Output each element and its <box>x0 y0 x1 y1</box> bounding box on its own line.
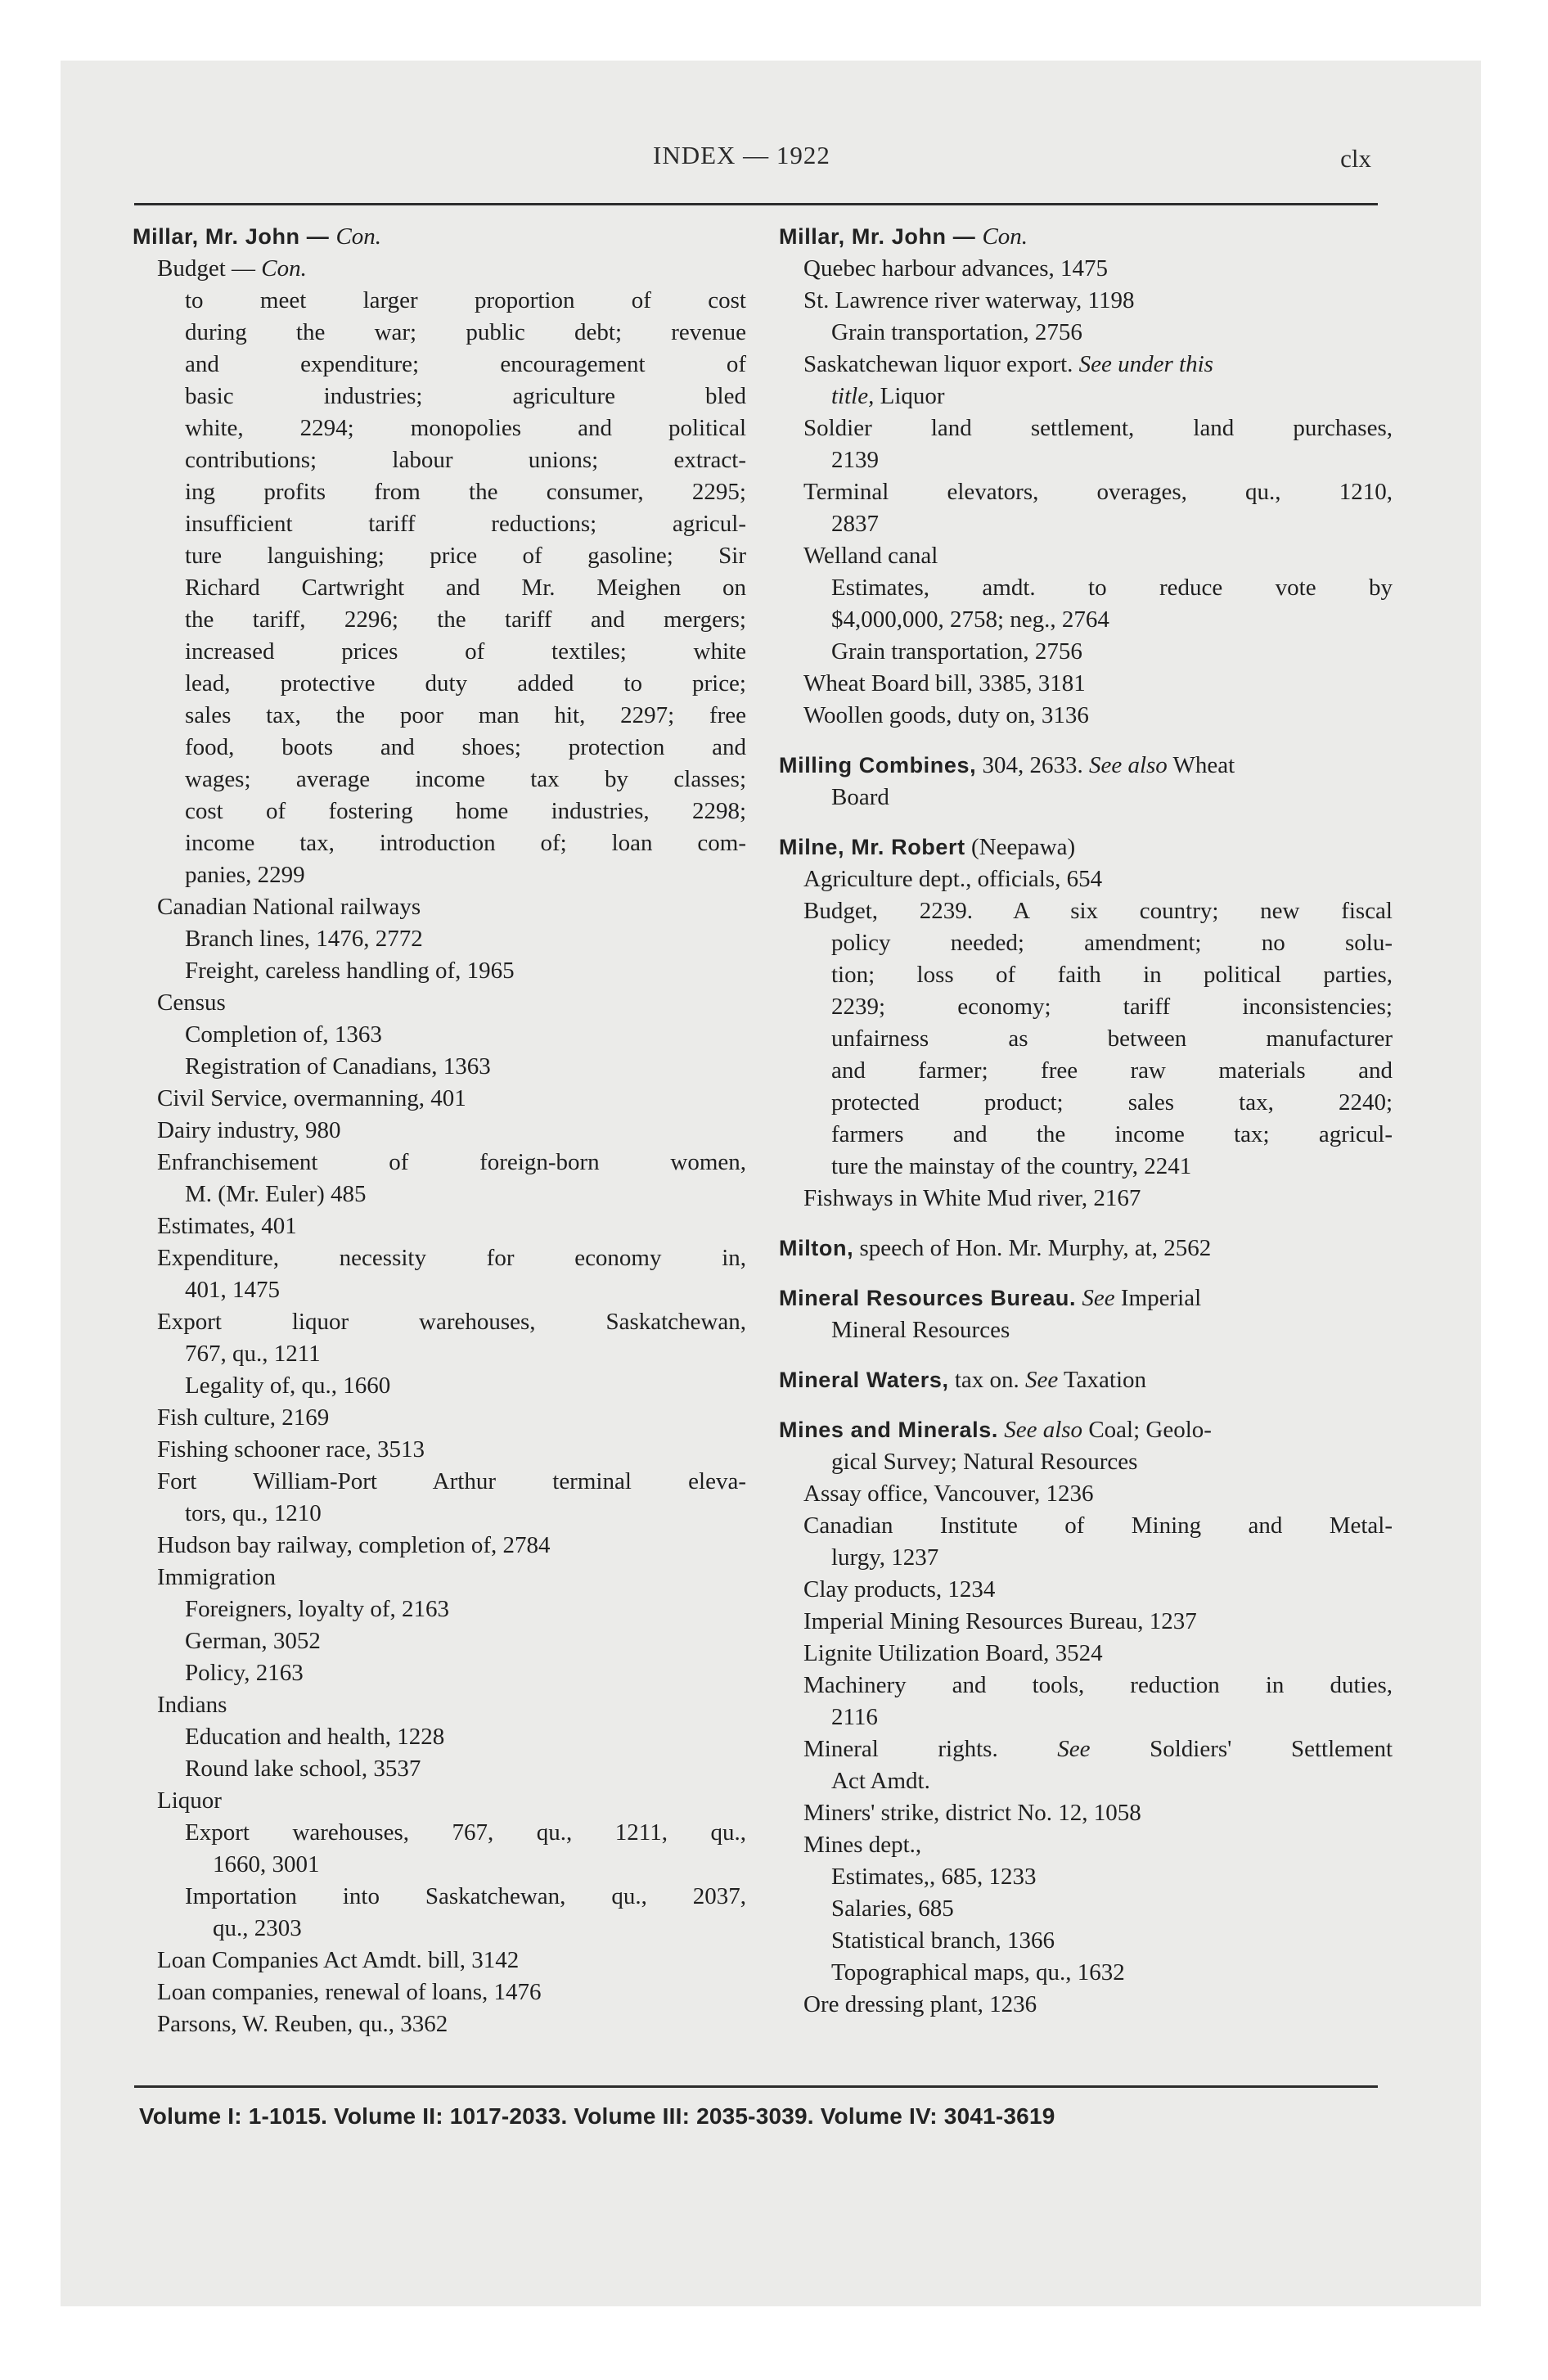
entry-text: Imperial Mining Resources Bureau, 1237 <box>803 1608 1197 1634</box>
index-heading <box>779 221 1393 253</box>
entry-text: lurgy, 1237 <box>831 1544 939 1571</box>
entry-text: Ore dressing plant, 1236 <box>803 1991 1037 2017</box>
header-rule <box>134 203 1378 205</box>
entry-text: 2837 <box>831 511 879 537</box>
index-heading <box>133 221 746 253</box>
entry-text: Fishways in White Mud river, 2167 <box>803 1185 1141 1211</box>
index-entry <box>133 955 746 987</box>
index-entry <box>133 381 746 412</box>
entry-text: ture languishing; price of gasoline; Sir <box>185 543 746 569</box>
index-entry <box>779 1314 1393 1346</box>
index-entry <box>779 317 1393 349</box>
index-heading <box>779 1282 1393 1314</box>
entry-text: panies, 2299 <box>185 862 305 888</box>
index-entry <box>133 1466 746 1498</box>
entry-text: increased prices of textiles; white <box>185 638 746 665</box>
index-entry <box>133 1434 746 1466</box>
index-entry <box>779 1119 1393 1151</box>
index-entry <box>779 1638 1393 1670</box>
entry-text: Machinery and tools, reduction in duties, <box>803 1672 1393 1698</box>
entry-text: Canadian National railways <box>157 894 421 920</box>
entry-italic-text: See also <box>1004 1417 1083 1443</box>
index-entry <box>133 285 746 317</box>
entry-text: and expenditure; encouragement of <box>185 351 746 377</box>
entry-text: Saskatchewan liquor export. <box>803 351 1079 377</box>
index-entry <box>779 1151 1393 1183</box>
entry-text: Branch lines, 1476, 2772 <box>185 926 423 952</box>
entry-text: ture the mainstay of the country, 2241 <box>831 1153 1192 1179</box>
index-entry <box>133 1338 746 1370</box>
index-entry <box>779 1829 1393 1861</box>
entry-text: Registration of Canadians, 1363 <box>185 1053 491 1080</box>
entry-text: food, boots and shoes; protection and <box>185 734 746 760</box>
index-heading <box>779 1414 1393 1446</box>
index-entry <box>779 959 1393 991</box>
entry-text: Fishing schooner race, 3513 <box>157 1436 425 1463</box>
index-entry <box>779 1542 1393 1574</box>
index-entry <box>779 668 1393 700</box>
index-entry <box>133 1147 746 1179</box>
entry-text: Grain transportation, 2756 <box>831 638 1082 665</box>
index-entry <box>779 1702 1393 1733</box>
entry-text: Coal; Geolo- <box>1082 1417 1212 1443</box>
index-entry <box>133 764 746 796</box>
entry-text: cost of fostering home industries, 2298; <box>185 798 746 824</box>
entry-text: Mines and Minerals. <box>779 1418 998 1442</box>
index-entry <box>133 1274 746 1306</box>
entry-italic-text: See also <box>1088 752 1168 778</box>
entry-text: tax on. <box>948 1367 1025 1393</box>
entry-text: Enfranchisement of foreign-born women, <box>157 1149 746 1175</box>
index-entry <box>133 2008 746 2040</box>
right-column <box>779 221 1393 2021</box>
entry-text: Imperial <box>1114 1285 1202 1311</box>
entry-text: sales tax, the poor man hit, 2297; free <box>185 702 746 728</box>
index-entry <box>133 859 746 891</box>
entry-text: Mines dept., <box>803 1832 922 1858</box>
index-entry <box>133 1881 746 1913</box>
entry-text: Miners' strike, district No. 12, 1058 <box>803 1800 1141 1826</box>
index-entry <box>133 412 746 444</box>
entry-text: (Neepawa) <box>965 834 1076 860</box>
entry-text: Parsons, W. Reuben, qu., 3362 <box>157 2011 448 2037</box>
index-entry <box>779 572 1393 604</box>
footer-rule <box>134 2085 1378 2088</box>
index-entry <box>133 1593 746 1625</box>
entry-text: Milne, Mr. Robert <box>779 835 965 859</box>
entry-text: qu., 2303 <box>213 1915 302 1941</box>
entry-text: Loan companies, renewal of loans, 1476 <box>157 1979 542 2005</box>
entry-text: Immigration <box>157 1564 276 1590</box>
entry-text: Welland canal <box>803 543 938 569</box>
entry-italic-text: See <box>1082 1285 1115 1311</box>
entry-text: Export warehouses, 767, qu., 1211, qu., <box>185 1819 746 1846</box>
index-entry <box>133 1785 746 1817</box>
left-column <box>133 221 746 2040</box>
index-entry <box>779 1478 1393 1510</box>
index-entry <box>133 987 746 1019</box>
index-entry <box>779 782 1393 814</box>
entry-text: Milling Combines, <box>779 753 977 778</box>
index-entry <box>133 1753 746 1785</box>
entry-text: the tariff, 2296; the tariff and mergers; <box>185 606 746 633</box>
index-entry <box>779 927 1393 959</box>
index-entry <box>133 1402 746 1434</box>
entry-text: Importation into Saskatchewan, qu., 2037, <box>185 1883 746 1909</box>
entry-text: to meet larger proportion of cost <box>185 287 746 313</box>
index-entry <box>133 349 746 381</box>
entry-text: 1660, 3001 <box>213 1851 320 1877</box>
entry-text: Indians <box>157 1692 227 1718</box>
entry-italic-text: See <box>1057 1736 1091 1762</box>
entry-text: Completion of, 1363 <box>185 1021 382 1048</box>
index-entry <box>133 923 746 955</box>
index-entry <box>133 1562 746 1593</box>
index-heading <box>779 1364 1393 1396</box>
entry-text: Round lake school, 3537 <box>185 1756 421 1782</box>
index-entry <box>133 1210 746 1242</box>
entry-text: Mineral rights. <box>803 1736 1058 1762</box>
entry-text: M. (Mr. Euler) 485 <box>185 1181 367 1207</box>
volume-footer: Volume I: 1-1015. Volume II: 1017-2033. Volume III: 2035-3039. Volume IV: 3041-3619 <box>139 2103 1055 2129</box>
entry-text: tion; loss of faith in political parties, <box>831 962 1393 988</box>
entry-text: Export liquor warehouses, Saskatchewan, <box>157 1309 746 1335</box>
index-entry <box>779 1925 1393 1957</box>
index-entry <box>779 253 1393 285</box>
entry-text: St. Lawrence river waterway, 1198 <box>803 287 1135 313</box>
entry-text: Statistical branch, 1366 <box>831 1927 1055 1954</box>
index-entry <box>133 1179 746 1210</box>
entry-text: Agriculture dept., officials, 654 <box>803 866 1103 892</box>
index-entry <box>133 1019 746 1051</box>
index-entry <box>133 317 746 349</box>
index-entry <box>779 1861 1393 1893</box>
index-entry <box>133 1657 746 1689</box>
index-entry <box>133 253 746 285</box>
entry-italic-text: See <box>1025 1367 1059 1393</box>
entry-text: Act Amdt. <box>831 1768 930 1794</box>
index-heading <box>779 832 1393 863</box>
entry-text: Mineral Waters, <box>779 1368 949 1392</box>
entry-text: Policy, 2163 <box>185 1660 304 1686</box>
index-entry <box>779 1606 1393 1638</box>
entry-text: Foreigners, loyalty of, 2163 <box>185 1596 449 1622</box>
entry-text: Richard Cartwright and Mr. Meighen on <box>185 575 746 601</box>
index-entry <box>133 604 746 636</box>
entry-text: Budget — <box>157 255 262 282</box>
entry-text: Millar, Mr. John — <box>779 224 983 249</box>
entry-text: Hudson bay railway, completion of, 2784 <box>157 1532 551 1558</box>
index-entry <box>133 891 746 923</box>
entry-text: Clay products, 1234 <box>803 1576 996 1602</box>
entry-text: Fort William-Port Arthur terminal eleva- <box>157 1468 746 1494</box>
index-entry <box>133 1530 746 1562</box>
entry-text: Soldier land settlement, land purchases, <box>803 415 1393 441</box>
entry-text: Estimates,, 685, 1233 <box>831 1864 1037 1890</box>
index-entry <box>133 1306 746 1338</box>
index-entry <box>779 1893 1393 1925</box>
entry-text: Assay office, Vancouver, 1236 <box>803 1481 1094 1507</box>
index-entry <box>779 476 1393 508</box>
index-entry <box>779 991 1393 1023</box>
entry-text: Civil Service, overmanning, 401 <box>157 1085 466 1111</box>
index-entry <box>779 1797 1393 1829</box>
index-entry <box>133 827 746 859</box>
entry-text: Legality of, qu., 1660 <box>185 1373 391 1399</box>
entry-text: Canadian Institute of Mining and Metal- <box>803 1512 1393 1539</box>
entry-text: 304, 2633. <box>976 752 1089 778</box>
index-entry <box>133 1115 746 1147</box>
entry-text: wages; average income tax by classes; <box>185 766 746 792</box>
index-entry <box>133 1083 746 1115</box>
entry-text: Education and health, 1228 <box>185 1724 445 1750</box>
entry-text: Liquor <box>157 1787 222 1814</box>
index-entry <box>779 1957 1393 1989</box>
index-heading <box>779 750 1393 782</box>
index-entry <box>779 700 1393 732</box>
entry-text: and farmer; free raw materials and <box>831 1057 1393 1084</box>
index-entry <box>779 349 1393 381</box>
entry-text: 767, qu., 1211 <box>185 1341 321 1367</box>
entry-text: Mineral Resources <box>831 1317 1010 1343</box>
entry-italic-text: Con. <box>261 255 307 282</box>
entry-text: Wheat <box>1167 752 1235 778</box>
index-entry <box>779 895 1393 927</box>
entry-text: Estimates, 401 <box>157 1213 297 1239</box>
entry-text: insufficient tariff reductions; agricul- <box>185 511 746 537</box>
entry-text: Terminal elevators, overages, qu., 1210, <box>803 479 1393 505</box>
entry-text: Millar, Mr. John — <box>133 224 336 249</box>
index-entry <box>779 285 1393 317</box>
index-entry <box>133 1051 746 1083</box>
index-entry <box>133 540 746 572</box>
entry-text: policy needed; amendment; no solu- <box>831 930 1393 956</box>
entry-text: Freight, careless handling of, 1965 <box>185 958 515 984</box>
entry-text: Wheat Board bill, 3385, 3181 <box>803 670 1086 696</box>
index-entry <box>779 508 1393 540</box>
index-heading <box>779 1233 1393 1264</box>
entry-text: German, 3052 <box>185 1628 321 1654</box>
page-number: clx <box>1340 144 1371 173</box>
index-entry <box>133 1689 746 1721</box>
entry-text: Loan Companies Act Amdt. bill, 3142 <box>157 1947 520 1973</box>
entry-text: gical Survey; Natural Resources <box>831 1449 1138 1475</box>
entry-text: Quebec harbour advances, 1475 <box>803 255 1109 282</box>
index-entry <box>133 636 746 668</box>
index-entry <box>779 1446 1393 1478</box>
index-entry <box>779 1023 1393 1055</box>
entry-text: 2139 <box>831 447 879 473</box>
entry-italic-text: See under this <box>1078 351 1213 377</box>
index-entry <box>779 444 1393 476</box>
entry-text: Expenditure, necessity for economy in, <box>157 1245 746 1271</box>
index-entry <box>133 508 746 540</box>
entry-text: Dairy industry, 980 <box>157 1117 341 1143</box>
entry-text: income tax, introduction of; loan com- <box>185 830 746 856</box>
index-entry <box>133 1242 746 1274</box>
entry-text: speech of Hon. Mr. Murphy, at, 2562 <box>853 1235 1212 1261</box>
entry-text: Taxation <box>1058 1367 1147 1393</box>
page-header <box>61 141 1481 182</box>
entry-text: 401, 1475 <box>185 1277 280 1303</box>
entry-text: Salaries, 685 <box>831 1895 954 1922</box>
index-entry <box>133 1721 746 1753</box>
running-title: INDEX — 1922 <box>653 141 830 169</box>
index-entry <box>133 1625 746 1657</box>
entry-text: ing profits from the consumer, 2295; <box>185 479 746 505</box>
index-entry <box>133 668 746 700</box>
entry-text: Mineral Resources Bureau. <box>779 1286 1077 1310</box>
index-entry <box>779 1733 1393 1765</box>
index-entry <box>779 540 1393 572</box>
entry-text: tors, qu., 1210 <box>185 1500 322 1526</box>
index-entry <box>779 604 1393 636</box>
index-entry <box>133 444 746 476</box>
index-entry <box>133 1977 746 2008</box>
entry-text: Fish culture, 2169 <box>157 1404 330 1431</box>
index-entry <box>779 1574 1393 1606</box>
entry-text: Census <box>157 989 226 1016</box>
entry-text: Topographical maps, qu., 1632 <box>831 1959 1125 1986</box>
entry-text: protected product; sales tax, 2240; <box>831 1089 1393 1116</box>
entry-text: Grain transportation, 2756 <box>831 319 1082 345</box>
entry-text: $4,000,000, 2758; neg., 2764 <box>831 606 1109 633</box>
entry-text: lead, protective duty added to price; <box>185 670 746 696</box>
index-entry <box>779 636 1393 668</box>
index-entry <box>133 1945 746 1977</box>
entry-text: Liquor <box>874 383 945 409</box>
entry-italic-text: Con. <box>982 223 1028 250</box>
index-entry <box>133 1817 746 1849</box>
entry-italic-text: Con. <box>335 223 382 250</box>
index-entry <box>133 1913 746 1945</box>
index-entry <box>133 796 746 827</box>
index-entry <box>133 1498 746 1530</box>
index-entry <box>133 700 746 732</box>
index-entry <box>779 1510 1393 1542</box>
entry-text: Budget, 2239. A six country; new fiscal <box>803 898 1393 924</box>
index-entry <box>779 1055 1393 1087</box>
index-entry <box>779 1989 1393 2021</box>
entry-text: Soldiers' Settlement <box>1090 1736 1393 1762</box>
entry-text: Estimates, amdt. to reduce vote by <box>831 575 1393 601</box>
entry-text: unfairness as between manufacturer <box>831 1025 1393 1052</box>
index-entry <box>133 572 746 604</box>
entry-text: contributions; labour unions; extract- <box>185 447 746 473</box>
index-entry <box>133 476 746 508</box>
index-entry <box>779 381 1393 412</box>
index-entry <box>779 863 1393 895</box>
entry-text: 2116 <box>831 1704 878 1730</box>
entry-text: 2239; economy; tariff inconsistencies; <box>831 994 1393 1020</box>
entry-text: Milton, <box>779 1236 854 1260</box>
index-entry <box>133 1849 746 1881</box>
entry-italic-text: title, <box>831 383 875 409</box>
entry-text: Board <box>831 784 889 810</box>
index-entry <box>779 1183 1393 1215</box>
index-entry <box>133 1370 746 1402</box>
entry-text: Lignite Utilization Board, 3524 <box>803 1640 1103 1666</box>
index-entry <box>133 732 746 764</box>
entry-text: white, 2294; monopolies and political <box>185 415 746 441</box>
entry-text: during the war; public debt; revenue <box>185 319 746 345</box>
index-entry <box>779 1765 1393 1797</box>
index-entry <box>779 1670 1393 1702</box>
index-entry <box>779 1087 1393 1119</box>
index-page <box>61 61 1481 2306</box>
entry-text: basic industries; agriculture bled <box>185 383 746 409</box>
entry-text: farmers and the income tax; agricul- <box>831 1121 1393 1147</box>
index-entry <box>779 412 1393 444</box>
entry-text: Woollen goods, duty on, 3136 <box>803 702 1089 728</box>
